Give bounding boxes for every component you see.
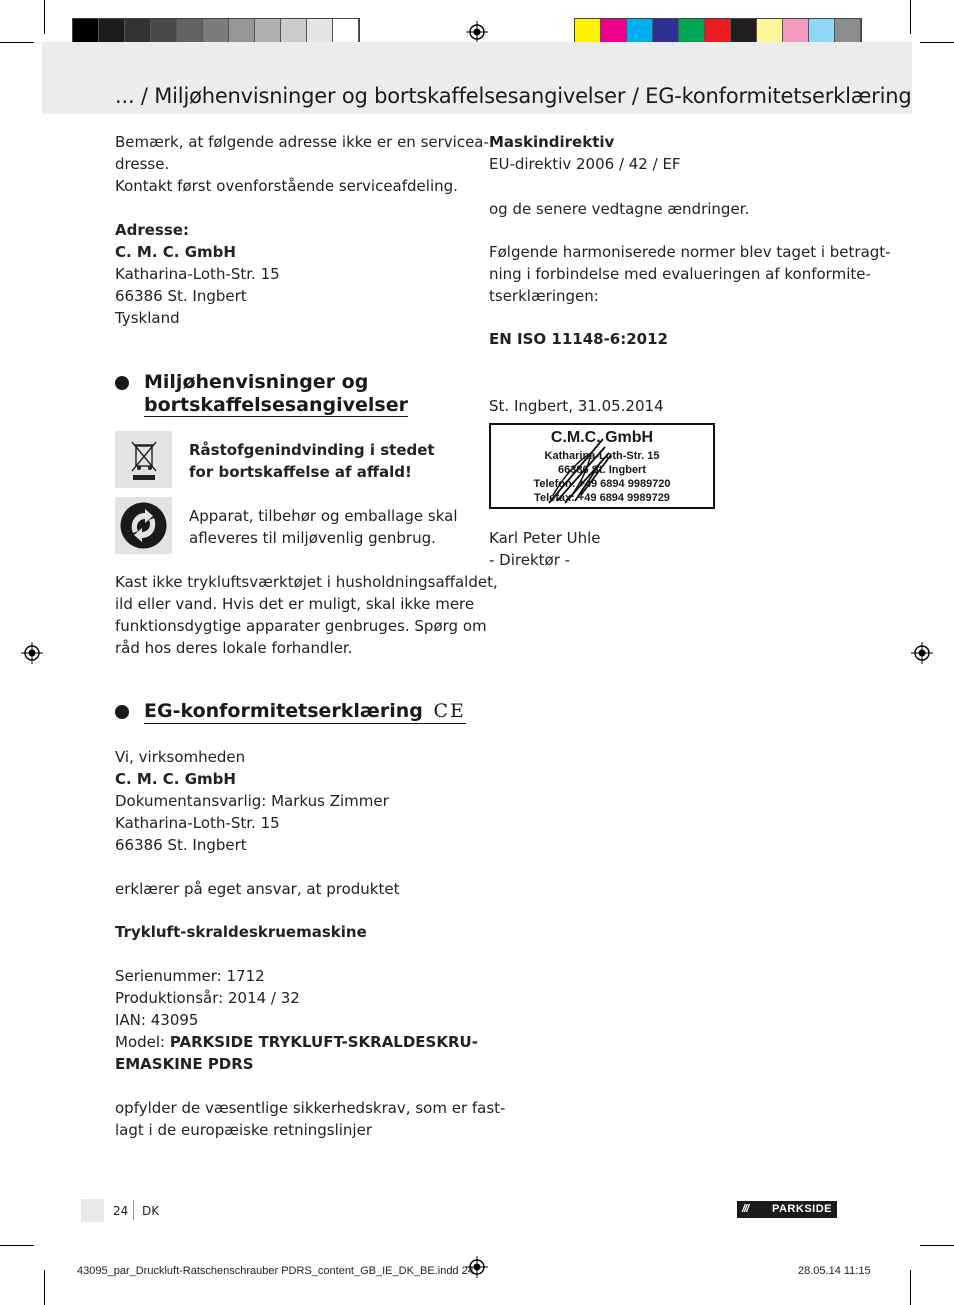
eg-street: Katharina-Loth-Str. 15 (115, 814, 280, 832)
brand-name: PARKSIDE (771, 1203, 832, 1215)
stamp-phone: Telefon: +49 6894 9989720 (533, 478, 671, 490)
disposal-text: ild eller vand. Hvis det er muligt, skal ikke mere (115, 595, 475, 613)
stamp-street: Katharina-Loth-Str. 15 (544, 450, 660, 462)
page-number: 24 (113, 1204, 129, 1218)
parkside-logo (737, 1201, 837, 1218)
harmonised-text: Følgende harmoniserede normer blev taget i betragt- (489, 243, 891, 261)
company-stamp (489, 423, 715, 509)
crossed-out-wheelie-bin-icon (115, 431, 172, 488)
recycle-heading: Råstofgenindvinding i stedet (189, 441, 435, 459)
disposal-text: Kast ikke trykluftsværktøjet i husholdningsaffaldet, (115, 573, 498, 591)
eg-serial: Serienummer: 1712 (115, 967, 265, 985)
eg-section-title (144, 700, 466, 723)
stamp-company: C.M.C. GmbH (550, 429, 654, 446)
crop-mark (920, 1245, 954, 1246)
eg-model-label: Model: (115, 1033, 170, 1051)
crop-mark (920, 42, 954, 43)
amendments-text: og de senere vedtagne ændringer. (489, 200, 750, 218)
section-bullet (115, 705, 129, 719)
harmonised-text: ning i forbindelse med evalueringen af konformite- (489, 265, 871, 283)
env-section-title (144, 371, 408, 417)
registration-mark-icon (21, 642, 43, 664)
crop-mark (910, 1270, 911, 1305)
page-number-box (81, 1199, 104, 1222)
standard-text: EN ISO 11148-6:2012 (489, 330, 668, 348)
eg-company: C. M. C. GmbH (115, 770, 236, 788)
footer-divider (133, 1200, 134, 1220)
eg-product: Trykluft-skraldeskruemaskine (115, 923, 367, 941)
stamp-fax: Telefax: +49 6894 9989729 (534, 492, 670, 504)
eg-year: Produktionsår: 2014 / 32 (115, 989, 300, 1007)
address-label: Adresse: (115, 221, 189, 239)
directive-label: Maskindirektiv (489, 133, 615, 151)
harmonised-text: tserklæringen: (489, 287, 599, 305)
signer-role: - Direktør - (489, 551, 571, 569)
ce-mark-icon: CE (433, 700, 466, 722)
eg-model-value: EMASKINE PDRS (115, 1055, 254, 1073)
note-text: dresse. (115, 155, 170, 173)
address-country: Tyskland (115, 309, 180, 327)
address-street: Katharina-Loth-Str. 15 (115, 265, 280, 283)
eg-model-value: PARKSIDE TRYKLUFT-SKRALDESKRU- (169, 1033, 478, 1051)
crop-mark (0, 42, 34, 43)
registration-mark-icon (466, 21, 488, 43)
eg-city: 66386 St. Ingbert (115, 836, 247, 854)
eg-fulfils: lagt i de europæiske retningslinjer (115, 1121, 372, 1139)
page-title: ... / Miljøhenvisninger og bortskaffelsesangivelser / EG-konformitetserklæring (115, 84, 912, 108)
green-dot-icon-box (115, 497, 172, 554)
slug-filename: 43095_par_Druckluft-Ratschenschrauber PDRS_content_GB_IE_DK_BE.indd 24 (77, 1265, 474, 1277)
packaging-text: Apparat, tilbehør og emballage skal (189, 507, 458, 525)
section-bullet (115, 376, 129, 390)
directive-value: EU-direktiv 2006 / 42 / EF (489, 155, 681, 173)
address-city: 66386 St. Ingbert (115, 287, 247, 305)
eg-title: EG-konformitetserklæring (144, 700, 423, 722)
env-title-line1: Miljøhenvisninger og (144, 371, 369, 393)
eg-doc-responsible: Dokumentansvarlig: Markus Zimmer (115, 792, 389, 810)
env-title-line2: bortskaffelsesangivelser (144, 394, 408, 416)
disposal-text: råd hos deres lokale forhandler. (115, 639, 353, 657)
bin-icon-box (115, 431, 172, 488)
signature-scribble (491, 425, 713, 507)
note-text: Kontakt først ovenforstående serviceafdeling. (115, 177, 458, 195)
note-text: Bemærk, at følgende adresse ikke er en servicea- (115, 133, 489, 151)
eg-we: Vi, virksomheden (115, 748, 246, 766)
logo-stripes-icon: /// (742, 1203, 749, 1215)
disposal-text: funktionsdygtige apparater genbruges. Spørg om (115, 617, 487, 635)
crop-mark (0, 1245, 34, 1246)
green-dot-recycling-icon (115, 497, 172, 554)
eg-fulfils: opfylder de væsentlige sikkerhedskrav, som er fast- (115, 1099, 506, 1117)
recycle-heading: for bortskaffelse af affald! (189, 463, 412, 481)
signer-name: Karl Peter Uhle (489, 529, 601, 547)
eg-ian: IAN: 43095 (115, 1011, 199, 1029)
registration-mark-icon (911, 642, 933, 664)
place-date: St. Ingbert, 31.05.2014 (489, 397, 664, 415)
language-code: DK (142, 1204, 160, 1218)
crop-mark (44, 1270, 45, 1305)
slug-datetime: 28.05.14 11:15 (798, 1265, 871, 1277)
stamp-city: 66386 St. Ingbert (557, 464, 647, 476)
eg-declares: erklærer på eget ansvar, at produktet (115, 880, 400, 898)
packaging-text: afleveres til miljøvenlig genbrug. (189, 529, 436, 547)
crop-mark (44, 0, 45, 34)
eg-model (115, 1031, 478, 1053)
crop-mark (910, 0, 911, 34)
address-company: C. M. C. GmbH (115, 243, 236, 261)
